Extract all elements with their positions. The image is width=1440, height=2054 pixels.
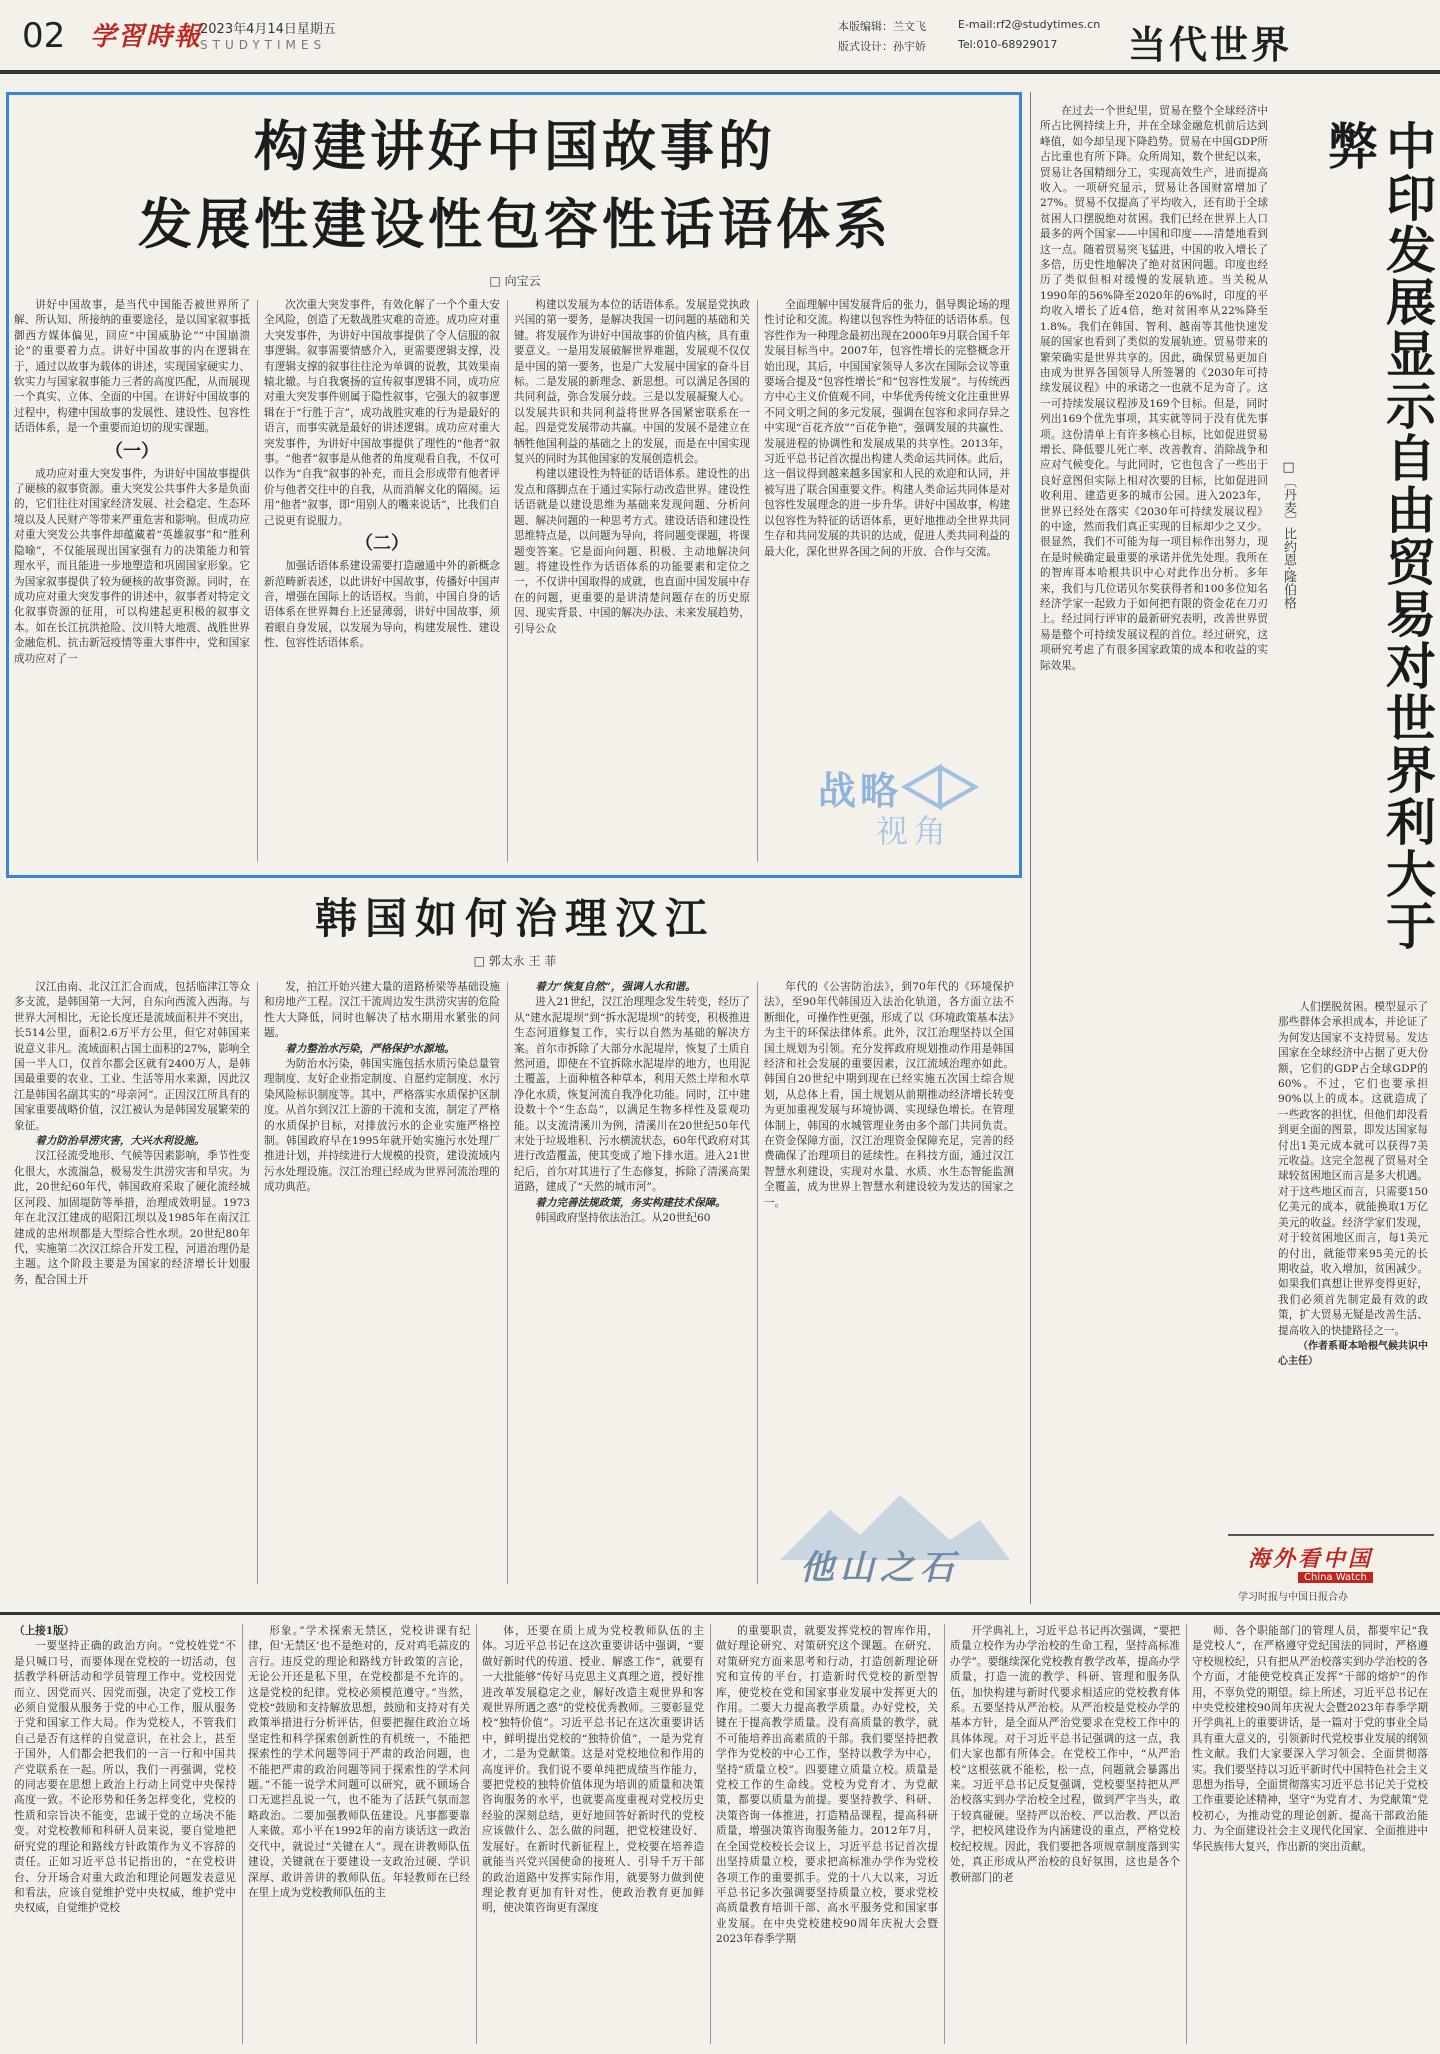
subhead: 着力完善法规政策，务实构建技术保障。 <box>535 1196 726 1209</box>
continuation-column-1 <box>14 1624 236 2048</box>
continuation-column-5 <box>950 1624 1180 2048</box>
column-rule <box>242 1624 243 2044</box>
paragraph: 构建以发展为本位的话语体系。发展是党执政兴国的第一要务，是解决我国一切问题的基础和关键。将发展作为讲好中国故事的价值内核，具有重要意义。一是用发展破解世界难题，发展观不仅仅是中国的第一要务，也是广大发展中国家的奋斗目标。二是发展的新理念、新思想。可以满足各国的共同利益，弥合发展分歧。三是以发展凝聚人心。以发展共识和共同利益将世界各国紧密联系在一起。四是党发展带动共赢。中国的发展不是建立在牺牲他国利益的基础之上的发展，而是在中国实现复兴的同时为其他国家的发展创造机会。 <box>514 299 750 466</box>
paragraph: 构建以建设性为特征的话语体系。建设性的出发点和落脚点在于通过实际行动改造世界。建设性话语就是以建设思维为基础来发现问题、分析问题、解决问题的一种思考方式。建设话语和建设性思维特点是，以问题为导向，将问题变课题，将课题变答案。它是面向问题、积极、主动地解决问题。将建设性作为话语体系的功能要素和定位之一，不仅讲中国取得的成就，也直面中国发展中存在的问题，更重要的是讲清楚问题存在的历史原因、现实背景、中国的解决办法、未来发展趋势，引导公众 <box>514 468 750 635</box>
paragraph: 在过去一个世纪里，贸易在整个全球经济中所占比例持续上升，并在全球金融危机前后达到峰值，如今却呈现下降趋势。贸易在中国GDP所占比重也有所下降。众所周知，数个世纪以来，贸易让各国精细分工，实现高效生产，进而提高收入。一项研究显示，贸易让各国财富增加了27%。贸易不仅提高了平均收入，还有助于全球贫困人口摆脱绝对贫困。我们已经在世界上人口最多的两个国家——中国和印度——清楚地看到这一点。随着贸易突飞猛进，中国的收入增长了多倍，历史性地解决了绝对贫困问题。印度也经历了类似但相对缓慢的发展轨迹。当关税从1990年的56%降至2020年的6%时，印度的平均收入增长了近4倍，绝对贫困率从22%降至1.8%。我们在韩国、智利、越南等其他快速发展的国家也看到了类似的发展轨迹。贸易带来的繁荣确实是世界共享的。因此，确保贸易更加自由成为世界各国领导人所签署的《2030年可持续发展议程》中的承诺之一也就不足为奇了。这一可持续发展议程涉及169个目标。但是，同时列出169个优先事项，其实就等同于没有优先事项。这份清单上有许多核心目标，比如促进贸易增长、降低婴儿死亡率、改善教育、消除战争和应对气候变化。与此同时，它也包含了一些出于良好意图但实际上相对次要的目标，比如促进回收利用、建造更多的城市公园。进入2023年，世界已经处在落实《2030年可持续发展议程》的中途，然而我们真正实现的目标却少之又少。很显然，我们不可能为每一项目标作出努力，现在是时候确定最重要的承诺并优先处理。我所在的智库哥本哈根共识中心对此作出分析。多年来，我们与几位诺贝尔奖获得者和100多位知名经济学家一起致力于如何把有限的资金花在刀刃上。经过同行评审的最新研究表明，改善世界贸易是整个可持续发展议程的首位。经过研究，这项研究考虑了有很多国家政策的成本和收益的实际效果。 <box>1040 105 1268 672</box>
tel: Tel:010-68929017 <box>958 38 1058 51</box>
paper-name-logo: 学習時報 <box>90 22 203 52</box>
sidebar-byline <box>1278 460 1302 660</box>
designer-label: 版式设计：孙宇娇 <box>838 40 926 53</box>
paper-latin: STUDYTIMES <box>200 38 327 52</box>
column-rule <box>257 982 258 1584</box>
section-title: 当代世界 <box>1128 22 1293 67</box>
subhead: 着力“恢复自然”，强调人水和谐。 <box>535 981 696 993</box>
section-heading: （二） <box>355 533 409 555</box>
sidebar-column-1 <box>1040 104 1268 1604</box>
sidebar-title <box>1320 120 1437 1000</box>
masthead-rule <box>0 70 1440 74</box>
continuation-column-2 <box>248 1624 470 2048</box>
column-rule <box>1186 1624 1187 2044</box>
article2-column-3 <box>514 980 750 1590</box>
paragraph: 开学典礼上，习近平总书记再次强调，“要把质量立校作为办学治校的生命工程，坚持高标准办学”。要继续深化党校教育教学改革，提高办学质量，打造一流的教学、科研、管理和服务队伍，加快构建与新时代要求相适应的党校教育体系。五要坚持从严治校。从严治校是党校办学的基本方针，是全面从严治党要求在党校工作中的具体体现。对于习近平总书记强调的这一点，我们大家也都有所体会。在党校工作中，“从严治校”这根弦就不能松，松一点，问题就会暴露出来。习近平总书记反复强调，党校要坚持把从严治校落实到办学治校全过程，做到严字当头，敢于较真碰硬。坚持严以治校、严以治教、严以治学，把校风建设作为内涵建设的重点，严格党校校纪校规。因此，我们要把各项规章制度落到实处，真正形成从严治校的良好氛围，这也是各个教研部门的老 <box>950 1625 1180 1884</box>
continuation-rule <box>0 1612 1440 1615</box>
column-rule <box>710 1624 711 2044</box>
continuation-label: （上接1版） <box>14 1625 75 1637</box>
paragraph: 发，拍江开始兴建大量的道路桥梁等基础设施和房地产工程。汉江干流周边发生洪涝灾害的危险性大大降低，同时也解决了枯水期用水紧张的问题。 <box>264 981 500 1040</box>
article1-column-2 <box>264 298 500 868</box>
other-mountain-watermark <box>780 1490 1010 1590</box>
paragraph: 一要坚持正确的政治方向。“党校姓党”不是只喊口号，而要体现在党校的一切活动，包括教学科研活动和学员管理工作中。党校因党而立、因党而兴、因党而强，决定了党校工作必须自觉服从服务于党的中心工作，服从服务于党和国家工作大局。作为党校人，不管我们自己是否有这样的自觉意识，在社会上，甚至于国外，人们都会把我们的一言一行和中国共产党联系在一起。所以，我们一再强调，党校的同志要在思想上政治上行动上同党中央保持高度一致。不论形势和任务怎样变化，党校的性质和宗旨决不能变，忠诚于党的立场决不能变。对党校教师和科研人员来说，要自觉地把研究党的理论和路线方针政策作为义不容辞的责任。正如习近平总书记指出的，“在党校讲台、分开场合对重大政治和理论问题发表意见和看法，应该自觉维护党中央权威，维护党中央权威，自觉维护党校 <box>14 1640 236 1915</box>
banner-sub: China Watch <box>1298 1572 1373 1583</box>
paragraph: 讲好中国故事，是当代中国能否被世界所了解、所认知、所接纳的重要途径，是以国家叙事抵御西方媒体偏见，回应“中国威胁论”“中国崩溃论”的重要着力点。讲好中国故事的内在逻辑在于，通过以故事为载体的讲述，实现国家硬实力、软实力与国家叙事能力三者的高度匹配，从而展现一个真实、立体、全面的中国。在讲好中国故事的过程中，构建中国故事的发展性、建设性、包容性话语体系，是一个重要而迫切的现实课题。 <box>14 299 250 435</box>
column-rule <box>507 300 508 862</box>
paragraph: 加强话语体系建设需要打造融通中外的新概念新范畴新表述，以此讲好中国故事，传播好中国声音，增强在国际上的话语权。当前，中国自身的话语体系在世界舞台上还显薄弱，讲好中国故事，须着眼自身发展，以发展为导向，构建发展性、建设性、包容性话语体系。 <box>264 560 500 650</box>
watermark-arrow-icon <box>900 762 980 812</box>
watermark-text: 战略 <box>818 768 903 813</box>
column-rule <box>257 300 258 862</box>
section-heading: （一） <box>105 440 159 462</box>
paragraph: 汉江由南、北汉江汇合而成，包括临津江等众多支流，是韩国第一大河，自东向西流入西海。与世界大河相比，无论长度还是流域面积并不突出，长514公里，面积2.6万平方公里，但它对韩国来说意义非凡。流域面积占国土面积的27%，影响全国一半人口，仅首尔都会区就有2400万人，是韩国最重要的农业、工业、生活等用水来源，因此汉江是韩国名副其实的“母亲河”。正因汉江所具有的国家重要战略价值，汉江被认为是韩国发展繁荣的象征。 <box>14 981 250 1132</box>
paragraph: 体，还要在质上成为党校教师队伍的主体。习近平总书记在这次重要讲话中强调，“要做好新时代的传道、授业、解惑工作”，就要有一大批能够“传好马克思主义真理之道，授好推进改革发展稳定之业，解好改造主观世界和客观世界所遇之惑”的党校优秀教师。三要彰显党校“独特价值”。习近平总书记在这次重要讲话中，鲜明提出党校的“独特价值”，一是为党育才，二是为党献策。这是对党校地位和作用的高度评价。我们说不要单纯把成绩当作能力，要把党校的独特价值体现为培训的质量和决策咨询服务的水平，也就要高度重视对党校历史经验的深刻总结，更好地回答好新时代的党校应该做什么、怎么做的问题，把党校建设好、发展好。在新时代新征程上，党校要在培养造就能当兴党兴国使命的接班人、引导千万干部的政治道路中发挥实际作用，就要努力做到使理论教育更加有针对性，使政治教育更加鲜明，使决策咨询更有深度 <box>482 1625 704 1915</box>
article1-title-line1: 构建讲好中国故事的 <box>254 114 776 178</box>
article1-title-line2: 发展性建设性包容性话语体系 <box>138 192 892 256</box>
continuation-column-4 <box>716 1624 938 2048</box>
article2-column-1 <box>14 980 250 1590</box>
paragraph: 年代的《公害防治法》，到70年代的《环境保护法》，至90年代韩国迈入法治化轨道，各方面立法不断细化，可操作性更强，形成了以《环境政策基本法》为主干的环保法律体系。此外，汉江治理坚持以全国国土规划为引领。充分发挥政府规划推动作用是韩国经济和社会发展的重要因素，汉江流域治理亦如此。韩国自20世纪中期到现在已经实施五次国土综合规划，从总体上看，国土规划从前期推动经济增长转变为更加重视发展与环境协调、实现绿色增长。在管理体制上，韩国的水城管理业务由多个部门共同负责。在资金保障方面，汉江治理资金保障充足，完善的经费确保了治理项目的延续性。在科技方面，通过汉江智慧水利建设，实现对水量、水质、水生态智能监测全覆盖，成为世界上智慧水利建设较为发达的国家之一。 <box>764 981 1014 1209</box>
subhead: 着力整治水污染，严格保护水源地。 <box>285 1042 455 1055</box>
sidebar-rule <box>1030 92 1031 1604</box>
sidebar-title-text: 中印发展显示自由贸易对世界利大于弊 <box>1320 120 1437 952</box>
column-rule <box>476 1624 477 2044</box>
overseas-banner <box>1228 1534 1434 1604</box>
column-rule <box>757 300 758 862</box>
paragraph: 进入21世纪，汉江治理理念发生转变，经历了从“建水泥堤坝”到“拆水泥堤坝”的转变，积极推进生态河道修复工作，实行以自然为基础的解决方案。首尔市拆除了大部分水泥堤岸，恢复了土质自然河道，即使在不宜拆除水泥堤岸的地方，也用泥土覆盖，上面种植各种草本，利用天然土岸和水草净化水质，恢复河流自我净化功能。同时，江中建设数十个“生态岛”，以满足生物多样性及景观功能。以支流清溪川为例，清溪川在20世纪50年代末处于垃圾堆积、污水横流状态，60年代政府对其进行改造覆盖，使其变成了地下排水道。进入21世纪后，首尔对其进行了生态修复，拆除了清溪高架道路，建成了“天然的城市河”。 <box>514 996 750 1194</box>
article1-column-1 <box>14 298 250 868</box>
paragraph: 为防治水污染，韩国实施包括水质污染总量管理制度、友好企业指定制度、自愿约定制度、水污染风险标识制度等。其中，严格落实水质保护区制度。从首尔到汉江上游的干流和支流，制定了严格的水质保护目标，对排放污水的企业实施严格控制。韩国政府早在1995年就开始实施污水处理厂推进计划，并持续进行大规模的投资，建设流域内污水处理设施。汉江治理已经成为世界河流治理的成功典范。 <box>264 1058 500 1194</box>
article1-column-3 <box>514 298 750 868</box>
banner-title: 海外看中国 <box>1248 1546 1374 1572</box>
banner-tagline: 学习时报与中国日报合办 <box>1238 1592 1348 1603</box>
paragraph: 形象。”学术探索无禁区，党校讲课有纪律，但‘无禁区’也不是绝对的，反对鸡毛蒜皮的言行。违反党的理论和路线方针政策的言论，无论公开还是私下里，在党校都是不允许的。这是党校的纪律。党校必须模范遵守。”当然，党校“鼓励和支持解放思想，鼓励和支持对有关政策举措进行分析评估，但要把握住政治立场坚定性和科学探索创新性的有机统一，不能把探索性的学术问题等同于严肃的政治问题，也不能把严肃的政治问题等同于探索性的学术问题。”不能一说学术问题可以研究，就不顾场合口无遮拦乱说一气，也不能为了活跃气氛而忽略政治。二要加强教师队伍建设。凡事都要靠人来做。邓小平在1992年的南方谈话这一政治交代中，就说过“关键在人”。现在讲教师队伍建设，关键就在于要建设一支政治过硬、学识深厚、敢讲善讲的教师队伍。年轻教师在已经在里上成为党校教师队伍的主 <box>248 1625 470 1899</box>
article1-byline: □ 向宝云 <box>489 274 541 288</box>
watermark-text: 视角 <box>876 812 953 850</box>
paragraph: 全面理解中国发展背后的张力，倡导舆论场的理性讨论和交流。构建以包容性为特征的话语体系。包容性作为一种理念最初出现在2000年9月联合国千年发展目标当中。2007年，包容性增长的完整概念开始出现，其后，中国国家领导人多次在国际会议等重要场合提及“包容性增长”和“包容性发展”。与传统西方中心主义价值观不同，中华优秀传统文化注重世界不同文明之间的多元发展，强调在包容和求同存异之中实现“百花齐放”“百花争艳”，强调发展的共赢性、发展进程的协调性和发展成果的共享性。2013年，习近平总书记首次提出构建人类命运共同体。此后，这一倡议得到越来越多国家和人民的欢迎和认同，并被写进了联合国重要文件。构建人类命运共同体是对包容性发展理念的进一步升华。讲好中国故事，构建以包容性为特征的话语体系，更好地推动全世界共同生存和共同发展的共识的达成，促进人类共同利益的最大化，深化世界各国之间的开放、合作与交流。 <box>764 299 1010 558</box>
author-note: （作者系哥本哈根气候共识中心主任） <box>1278 1340 1428 1368</box>
column-rule <box>944 1624 945 2044</box>
paragraph: 韩国政府坚持依法治江。从20世纪60 <box>535 1212 711 1225</box>
paragraph: 人们摆脱贫困。模型显示了那些群体会承担成本，并论证了为何发达国家不支持贸易。发达国家在全球经济中占据了更大份额，它们的GDP占全球GDP的60%。不过，它们也要承担90%以上的成本。这就造成了一些政客的担忧，但他们却没看到更全面的图景，即发达国家每付出1美元成本就可以获得7美元收益。这完全忽视了贸易对全球较贫困地区而言是多大机遇。对于这些地区而言，只需要150亿美元的成本，就能换取1万亿美元的收益。经济学家们发现，对于较贫困地区而言，每1美元的付出，就能带来95美元的长期收益，收入增加，贫困减少。如果我们真想让世界变得更好，我们必须首先制定最有效的政策，扩大贸易无疑是改善生活、提高收入的快捷路径之一。 <box>1278 1001 1428 1337</box>
editor-label: 本版编辑：兰文飞 <box>838 20 926 33</box>
paragraph: 的重要职责，就要发挥党校的智库作用，做好理论研究、对策研究这个课题。在研究、对策研究方面来思考和行动，打造创新理论研究和宣传的平台，打造新时代党校的新型智库，使党校在党和国家事业发展中发挥更大的作用。二要大力提高教学质量。办好党校，关键在于提高教学质量。没有高质量的教学，就不可能培养出高素质的干部。我们要坚持把教学作为党校的中心工作，坚持以教学为中心，坚持“质量立校”。四要建立质量立校。质量是党校工作的生命线。党校为党育才、为党献策，都要以质量为前提。要坚持教学、科研、决策咨询一体推进，打造精品课程，提高科研质量，增强决策咨询服务能力。2012年7月，在全国党校校长会议上，习近平总书记首次提出坚持质量立校，要求把高标准办学作为党校各项工作的重要抓手。党的十八大以来，习近平总书记多次强调要坚持质量立校，要求党校高质量教育培训干部、高水平服务党和国家事业发展。在中央党校建校90周年庆祝大会暨2023年春季学期 <box>716 1625 938 1946</box>
paragraph: 师、各个职能部门的管理人员，都要牢记“我是党校人”，在严格遵守党纪国法的同时，严格遵守校规校纪，只有把从严治校落实到办学治校的各个方面，才能使党校真正发挥“干部的熔炉”的作用，不辜负党的期望。综上所述，习近平总书记在中央党校建校90周年庆祝大会暨2023年春季学期开学典礼上的重要讲话，是一篇对于党的事业全局具有重大意义的，引领新时代党校事业发展的纲领性文献。我们大家要深入学习领会、全面贯彻落实。我们要坚持以习近平新时代中国特色社会主义思想为指导，全面贯彻落实习近平总书记关于党校工作重要论述精神，坚守“为党育才、为党献策”党校初心，为推动党的理论创新、提高干部政治能力、为全面建设社会主义现代化国家、全面推进中华民族伟大复兴，作出新的突出贡献。 <box>1192 1625 1428 1853</box>
paragraph: 次次重大突发事件，有效化解了一个个重大安全风险，创造了无数战胜灾难的奇迹。成功应对重大突发事件，为讲好中国故事提供了令人信服的叙事逻辑。叙事需要情感介入，更需要逻辑支撑，没有逻辑支撑的叙事往往沦为单调的说教，其效果南辕北辙。与自我褒扬的宣传叙事逻辑不同，成功应对重大突发事件则属于隐性叙事，它强大的叙事逻辑在于“行胜于言”，成功战胜灾难的行为是最好的语言，而事实就是最好的讲述逻辑。成功应对重大突发事件，为讲好中国故事提供了理性的“他者”叙事。“他者”叙事是从他者的角度观看自我，不仅可以作为“自我”叙事的补充，而且会形成带有他者评价与他者交往中的自我，从而消解文化的隔阂。运用“他者”叙事，即“用别人的嘴来说话”，比我们自己说更有说服力。 <box>264 299 500 527</box>
masthead <box>0 0 1440 76</box>
article2-column-2 <box>264 980 500 1590</box>
email: E-mail:rf2@studytimes.cn <box>958 18 1101 31</box>
page-date: 2023年4月14日星期五 <box>200 22 336 37</box>
paragraph: 成功应对重大突发事件，为讲好中国故事提供了硬核的叙事资源。重大突发公共事件大多是负面的，它们往往对国家经济发展、社会稳定、生态环境以及人民财产等带来严重危害和影响。但成功应对重大突发公共事件却蕴藏着“英雄叙事”和“胜利隐喻”，不仅能展现出国家强有力的决策能力和管理水平，而且能进一步地塑造和巩固国家形象。它为国家叙事提供了较为硬核的故事资源。同时，在成功应对重大突发事件的讲述中，叙事者对特定文化叙事资源的征用，可以构建起更积极的叙事文本。如在长江抗洪抢险、汶川特大地震、战胜世界金融危机、抗击新冠疫情等重大事件中，党和国家成功应对了一 <box>14 467 250 665</box>
article2-column-4 <box>764 980 1014 1480</box>
watermark-text: 他山之石 <box>800 1548 960 1588</box>
article1-column-4 <box>764 298 1010 738</box>
strategy-watermark-logo <box>790 754 990 854</box>
sidebar-byline-text: □〔丹麦〕比约恩·隆伯格 <box>1281 460 1296 610</box>
continuation-column-6 <box>1192 1624 1428 2048</box>
article2-title: 韩国如何治理汉江 <box>314 894 715 943</box>
column-rule <box>507 982 508 1584</box>
paragraph: 汉江径流受地形、气候等因素影响，季节性变化很大，水流湍急，极易发生洪涝灾害和旱灾。为此，20世纪60年代，韩国政府采取了硬化流经城区河段、加固堤防等举措，治理成效明显。1973年在北汉江建成的昭阳江坝以及1985年在南汉江建成的忠州坝都是大型综合性水坝。20世纪80年代，实施第二次汉江综合开发工程，河道治理仍是主题。这个阶段主要是为国家的经济增长计划服务，配合国土开 <box>14 1150 250 1286</box>
column-rule <box>757 982 758 1584</box>
article2-byline: □ 郭太永 王 菲 <box>473 954 557 968</box>
continuation-column-3 <box>482 1624 704 2048</box>
subhead: 着力防治旱涝灾害，大兴水利设施。 <box>35 1135 205 1148</box>
sidebar-column-2 <box>1278 1000 1428 1460</box>
page-number: 02 <box>22 16 66 56</box>
